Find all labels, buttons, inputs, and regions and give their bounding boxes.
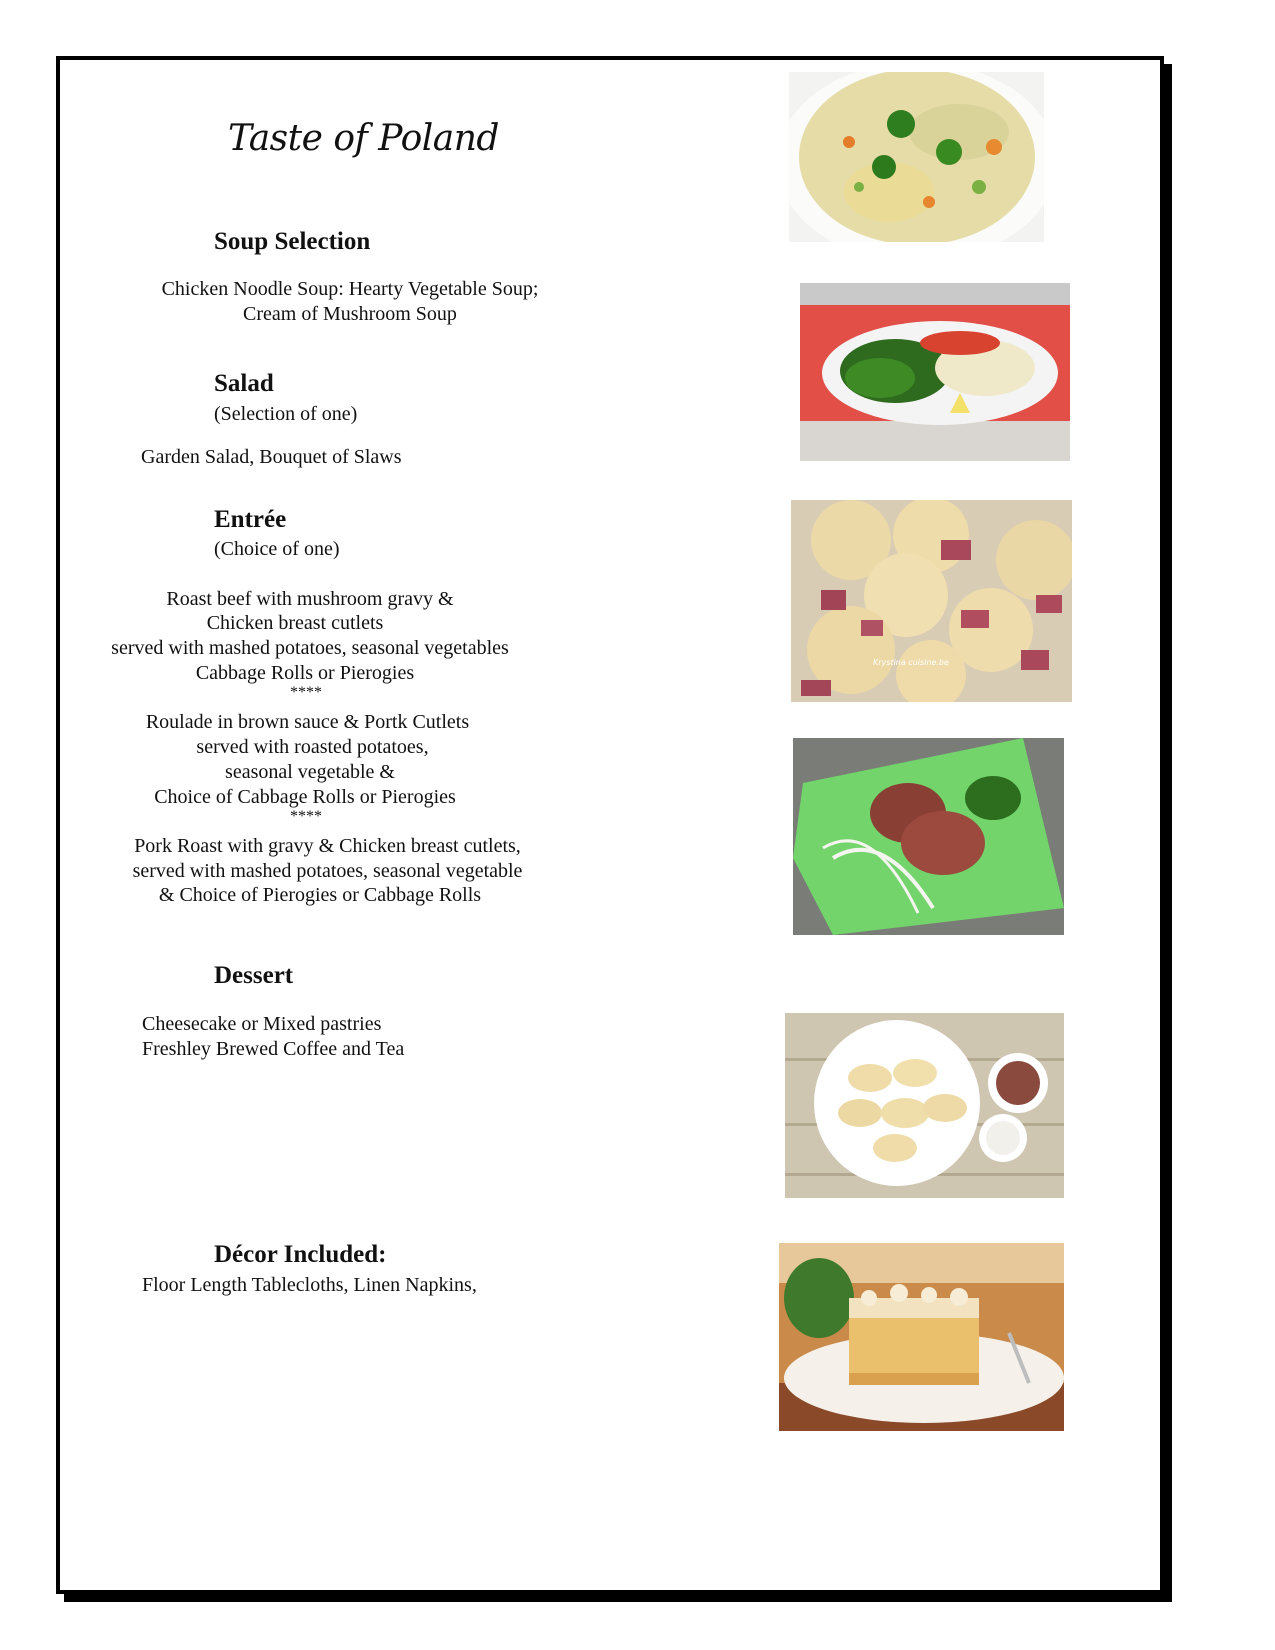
salad-heading: Salad [214, 370, 274, 397]
entree-line: served with mashed potatoes, seasonal vegetables [111, 637, 509, 659]
soup-photo [789, 72, 1044, 242]
entree-separator: **** [290, 684, 322, 701]
entree-line: & Choice of Pierogies or Cabbage Rolls [158, 884, 482, 906]
decor-heading: Décor Included: [214, 1241, 387, 1268]
dessert-line-2: Freshley Brewed Coffee and Tea [142, 1038, 405, 1060]
menu-title: Taste of Poland [228, 118, 499, 159]
entree-line: Chicken breast cutlets [206, 612, 384, 634]
entree-line: served with mashed potatoes, seasonal vegetable [132, 860, 523, 882]
entree-line: seasonal vegetable & [225, 761, 395, 783]
dessert-heading: Dessert [214, 962, 294, 989]
entree-line: Cabbage Rolls or Pierogies [195, 662, 415, 684]
soup-line-1: Chicken Noodle Soup: Hearty Vegetable Soup; [161, 278, 539, 300]
entree-line: Pork Roast with gravy & Chicken breast cutlets, [134, 835, 521, 857]
salad-photo [800, 283, 1070, 461]
dumplings-photo [791, 500, 1072, 702]
cutlets-photo [793, 738, 1064, 935]
photo-watermark: Krystina cuisine.be [873, 658, 949, 667]
salad-items: Garden Salad, Bouquet of Slaws [141, 446, 402, 468]
decor-line-1: Floor Length Tablecloths, Linen Napkins, [142, 1274, 477, 1296]
entree-line: served with roasted potatoes, [196, 736, 429, 758]
entree-line: Choice of Cabbage Rolls or Pierogies [154, 786, 456, 808]
cake-photo [779, 1243, 1064, 1431]
dessert-line-1: Cheesecake or Mixed pastries [142, 1013, 382, 1035]
entree-heading: Entrée [214, 506, 287, 533]
entree-note: (Choice of one) [214, 538, 340, 560]
salad-note: (Selection of one) [214, 403, 358, 425]
entree-line: Roast beef with mushroom gravy & [166, 588, 454, 610]
soup-heading: Soup Selection [214, 228, 371, 255]
entree-line: Roulade in brown sauce & Portk Cutlets [145, 711, 470, 733]
soup-line-2: Cream of Mushroom Soup [243, 303, 457, 325]
pierogi-photo [785, 1013, 1064, 1198]
entree-separator: **** [290, 808, 322, 825]
